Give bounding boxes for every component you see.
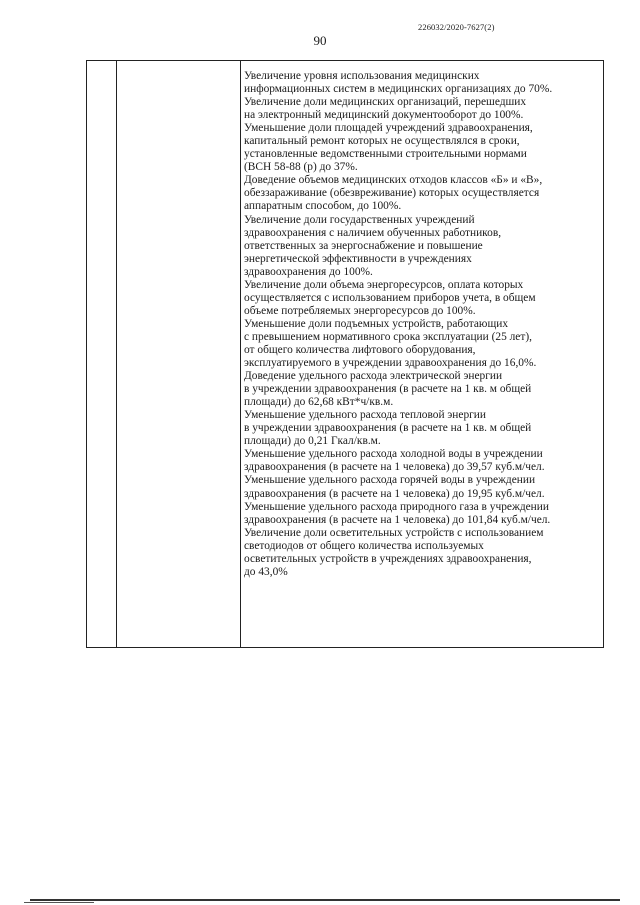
indicator-line: ответственных за энергоснабжение и повышение [244, 239, 483, 252]
indicator-line: здравоохранения (в расчете на 1 человека) до 39,57 куб.м/чел. [244, 461, 545, 474]
indicator-line: осветительных устройств в учреждениях здравоохранения, [244, 552, 532, 565]
indicator-line: обеззараживание (обезвреживание) которых осуществляется [244, 187, 540, 200]
indicator-line: Уменьшение удельного расхода горячей воды в учреждении [244, 474, 536, 487]
indicators-cell [244, 70, 602, 579]
indicator-line: (ВСН 58-88 (р) до 37%. [244, 161, 358, 174]
indicator-line: здравоохранения до 100%. [244, 265, 373, 278]
indicator-line: здравоохранения с наличием обученных работников, [244, 226, 502, 239]
indicator-item [244, 214, 602, 279]
indicator-line: объеме потребляемых энергоресурсов до 100%. [244, 304, 476, 317]
indicator-line: осуществляется с использованием приборов учета, в общем [244, 291, 536, 304]
indicator-line: здравоохранения (в расчете на 1 человека) до 101,84 куб.м/чел. [244, 513, 551, 526]
indicator-line: Уменьшение удельного расхода холодной воды в учреждении [244, 448, 543, 461]
table-column-divider-1 [116, 60, 117, 647]
indicator-line: Доведение удельного расхода электрической энергии [244, 370, 503, 383]
table-top-border [86, 60, 604, 61]
page-number: 90 [313, 33, 327, 48]
document-id: 226032/2020-7627(2) [418, 22, 495, 32]
indicator-item [244, 70, 602, 96]
indicator-line: площади) до 0,21 Гкал/кв.м. [244, 435, 381, 448]
indicator-line: Увеличение доли осветительных устройств с использованием [244, 526, 544, 539]
indicator-item [244, 501, 602, 527]
indicator-line: в учреждении здравоохранения (в расчете на 1 кв. м общей [244, 422, 532, 435]
footer-rule [30, 899, 620, 901]
indicator-line: аппаратным способом, до 100%. [244, 200, 402, 213]
indicator-line: светодиодов от общего количества используемых [244, 539, 484, 552]
table-column-divider-2 [240, 60, 241, 647]
indicator-line: Уменьшение доли подъемных устройств, работающих [244, 317, 509, 330]
indicator-item [244, 318, 602, 370]
table-right-border [603, 60, 604, 647]
indicator-line: площади) до 62,68 кВт*ч/кв.м. [244, 396, 394, 409]
indicator-line: энергетической эффективности в учреждениях [244, 252, 472, 265]
footer-rule-accent [24, 902, 94, 903]
indicator-item [244, 527, 602, 579]
indicator-line: Уменьшение удельного расхода тепловой энергии [244, 409, 486, 422]
indicator-line: эксплуатируемого в учреждении здравоохранения до 16,0%. [244, 357, 537, 370]
indicator-line: Уменьшение удельного расхода природного газа в учреждении [244, 500, 549, 513]
indicator-line: в учреждении здравоохранения (в расчете на 1 кв. м общей [244, 383, 532, 396]
table-left-border [86, 60, 87, 647]
indicator-line: капитальный ремонт которых не осуществлялся в сроки, [244, 135, 520, 148]
indicator-line: от общего количества лифтового оборудования, [244, 343, 476, 356]
indicator-line: Доведение объемов медицинских отходов классов «Б» и «В», [244, 174, 543, 187]
indicator-item [244, 370, 602, 409]
indicator-line: Увеличение доли объема энергоресурсов, оплата которых [244, 278, 524, 291]
indicator-item [244, 174, 602, 213]
indicator-line: здравоохранения (в расчете на 1 человека) до 19,95 куб.м/чел. [244, 487, 545, 500]
indicator-item [244, 122, 602, 174]
indicator-item [244, 474, 602, 500]
indicator-line: Увеличение доли медицинских организаций, перешедших [244, 96, 527, 109]
indicator-line: Увеличение уровня использования медицинских [244, 70, 480, 82]
indicator-line: Увеличение доли государственных учреждений [244, 213, 475, 226]
indicator-item [244, 448, 602, 474]
indicator-item [244, 409, 602, 448]
indicator-line: установленные ведомственными строительными нормами [244, 148, 527, 161]
indicator-line: до 43,0% [244, 565, 288, 578]
indicator-line: с превышением нормативного срока эксплуатации (25 лет), [244, 330, 532, 343]
indicator-line: Уменьшение доли площадей учреждений здравоохранения, [244, 122, 533, 135]
indicator-item [244, 96, 602, 122]
indicator-item [244, 279, 602, 318]
indicator-line: на электронный медицинский документооборот до 100%. [244, 109, 524, 122]
indicator-line: информационных систем в медицинских организациях до 70%. [244, 83, 553, 96]
table-bottom-border [86, 647, 604, 648]
